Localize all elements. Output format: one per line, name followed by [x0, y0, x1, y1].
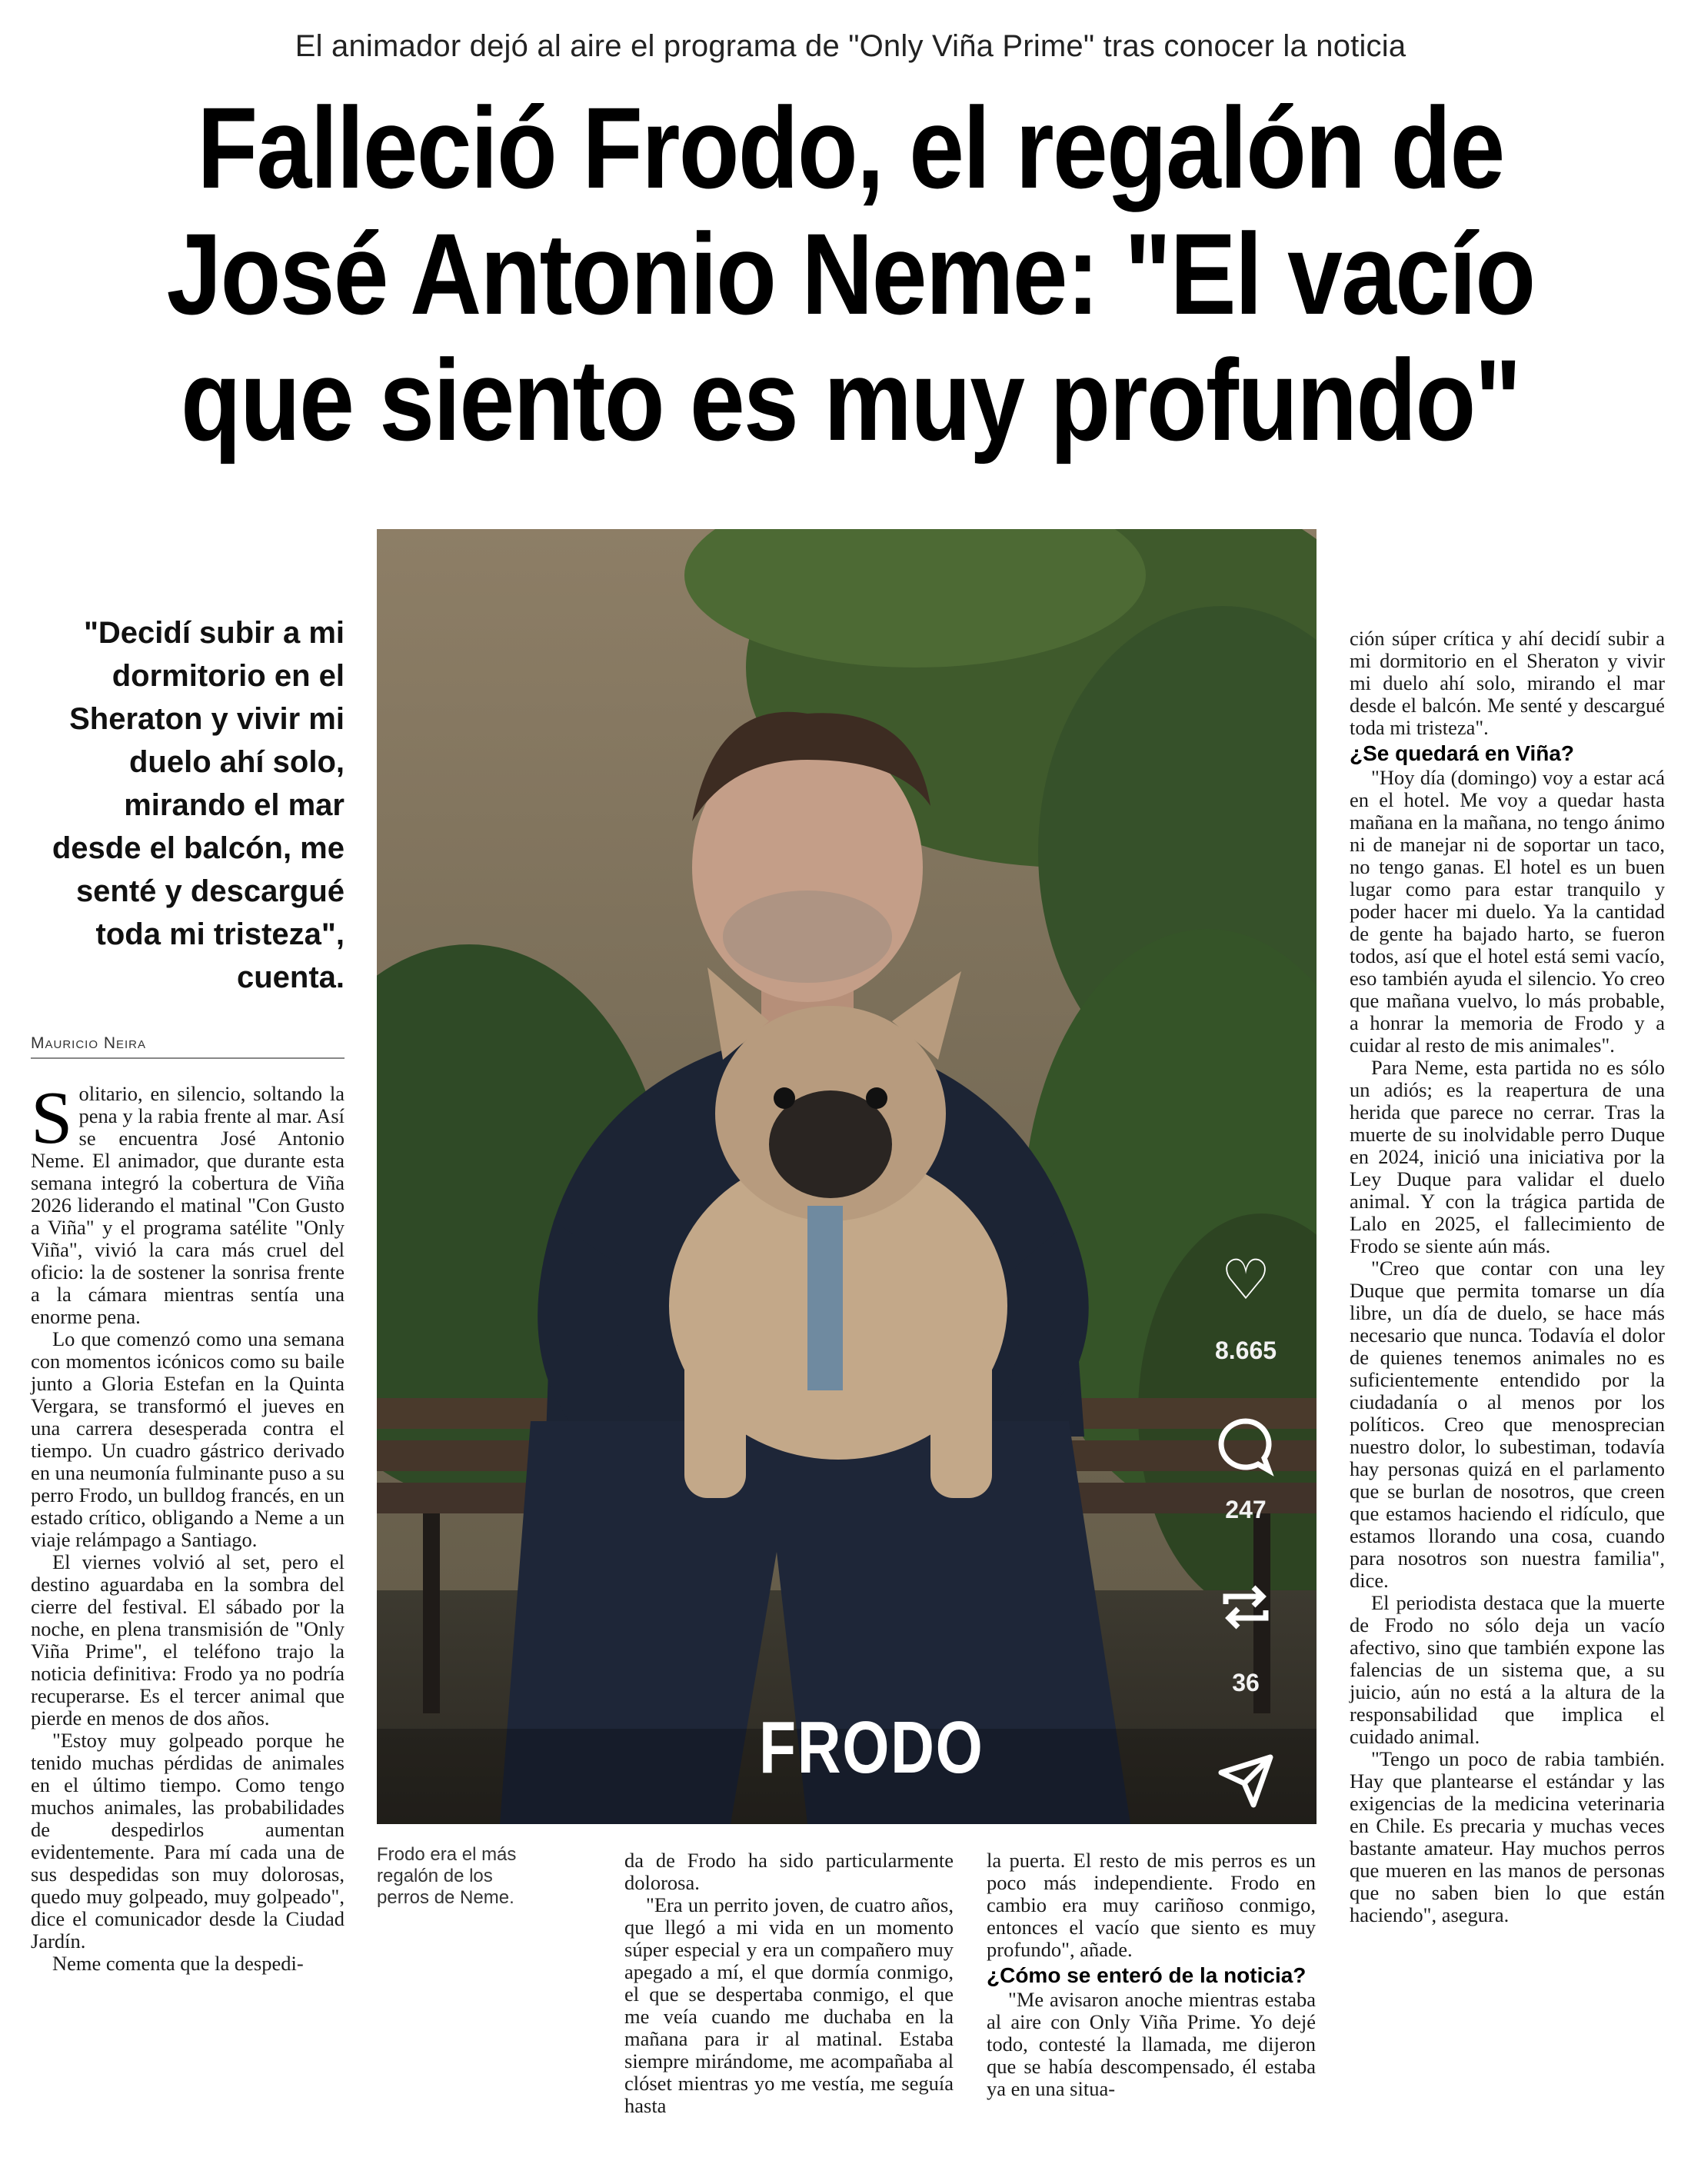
repost-icon[interactable]: [1207, 1576, 1284, 1642]
article-column-3: [987, 1849, 1316, 2100]
paragraph: "Creo que contar con una ley Duque que permita tomarse un día libre, un día de duelo, se hace más necesario que nunca. Todavía el dolor de quienes tenemos animales no es suficientemente entendido por la ciudadanía o al menos por los políticos. Creo que menosprecian nuestro dolor, lo subestiman, todavía hay personas quizá en el parlamento que se burlan de nosotros, que creen que estamos haciendo el ridículo, que estamos llorando una cosa, cuando para nosotros son nuestra familia", dice.: [1350, 1257, 1665, 1592]
share-icon[interactable]: [1207, 1750, 1284, 1815]
paragraph: "Hoy día (domingo) voy a estar acá en el hotel. Me voy a quedar hasta mañana en la mañana, no tengo ánimo ni de manejar ni de soportar un taco, no tengo ganas. El hotel es un buen lugar como para estar tranquilo y poder hacer mi duelo. Ya la cantidad de gente ha bajado harto, se fueron todos, así que el hotel está semi vacío, eso también ayuda el silencio. Yo creo que mañana vuelvo, lo más probable, a honrar la memoria de Frodo y a cuidar al resto de mis animales".: [1350, 766, 1665, 1057]
paragraph: "Estoy muy golpeado porque he tenido muchas pérdidas de animales en el último tiempo. Como tengo muchos animales, las probabilidades de despedirlos aumentan evidentemente. Para mí cada una de sus despedidas son muy dolorosas, quedo muy golpeado, muy golpeado", dice el comunicador desde la Ciudad Jardín.: [31, 1729, 345, 1953]
paragraph: "Era un perrito joven, de cuatro años, que llegó a mi vida en un momento súper especial y era un compañero muy apegado a mí, el que dormía conmigo, el que se despertaba conmigo, el que me veía cuando me duchaba en la mañana para ir al matinal. Estaba siempre mirándome, me acompañaba al clóset mientras yo me vestía, me seguía hasta: [624, 1893, 954, 2117]
subheading: ¿Cómo se enteró de la noticia?: [987, 1963, 1307, 1987]
likes-count: 8.665: [1214, 1337, 1277, 1364]
article-photo: [377, 529, 1317, 1824]
byline: Mauricio Neira: [31, 1034, 345, 1059]
photo-illustration: [377, 529, 1317, 1824]
paragraph: Lo que comenzó como una semana con momentos icónicos como su baile junto a Gloria Estefan en la Quinta Vergara, se transformó el jueves en una carrera desesperada contra el tiempo. Un cuadro gástrico derivado en una neumonía fulminante puso a su perro Frodo, un bulldog francés, en un estado crítico, obligando a Neme a un viaje relámpago a Santiago.: [31, 1327, 345, 1551]
paragraph: Para Neme, esta partida no es sólo un adiós; es la reapertura de una herida que parece no cerrar. Tras la muerte de su inolvidable perro Duque en 2024, inició una iniciativa por la Ley Duque para validar el duelo animal. Y con la trágica partida de Lalo en 2025, el fallecimiento de Frodo se siente aún más.: [1350, 1056, 1665, 1257]
photo-name-label: FRODO: [759, 1706, 984, 1789]
heart-icon[interactable]: ♡: [1220, 1250, 1271, 1311]
comment-icon[interactable]: [1207, 1415, 1284, 1480]
paragraph: "Tengo un poco de rabia también. Hay que plantearse el estándar y las exigencias de la medicina veterinaria en Chile. Es precaria y muchas veces bastante amateur. Hay muchos perros que mueren en las manos de personas que no saben bien lo que están haciendo", asegura.: [1350, 1747, 1665, 1926]
subheading: ¿Se quedará en Viña?: [1350, 741, 1575, 765]
article-column-4: [1350, 628, 1665, 1926]
pull-quote: "Decidí subir a mi dormitorio en el Sheraton y vivir mi duelo ahí solo, mirando el mar desde el balcón, me senté y descargué toda mi tristeza", cuenta.: [52, 616, 345, 994]
paragraph: El viernes volvió al set, pero el destino aguardaba en la sombra del cierre del festival. El sábado por la noche, en plena transmisión de "Only Viña Prime", el teléfono trajo la noticia definitiva: Frodo ya no podría recuperarse. Es el tercer animal que pierde en menos de dos años.: [31, 1550, 345, 1730]
lead-paragraph: [31, 1077, 345, 1328]
article-column-2: [624, 1849, 954, 2117]
drop-cap: S: [31, 1077, 73, 1160]
paragraph: ción súper crítica y ahí decidí subir a mi dormitorio en el Sheraton y vivir mi duelo ahí solo, mirando el mar desde el balcón. Me senté y descargué toda mi tristeza".: [1350, 627, 1665, 739]
lead-text: olitario, en silencio, soltando la pena y la rabia frente al mar. Así se encuentra José Antonio Neme. El animador, que durante esta semana integró la cobertura de Viña 2026 liderando el matinal "Con Gusto a Viña" y el programa satélite "Only Viña", vivió la cara más cruel del oficio: la de sostener la sonrisa frente a la cámara mientras sentía una enorme pena.: [31, 1082, 345, 1328]
paragraph: "Me avisaron anoche mientras estaba al aire con Only Viña Prime. Yo dejé todo, contesté la llamada, me dijeron que se había descompensado, él estaba ya en una situa-: [987, 1988, 1316, 2100]
article-column-1: [31, 1077, 345, 1975]
paragraph: El periodista destaca que la muerte de Frodo no sólo deja un vacío afectivo, sino que también expone las falencias de un sistema que, a su juicio, aún no está a la altura de la responsabilidad que implica el cuidado animal.: [1350, 1591, 1665, 1748]
article-headline: Falleció Frodo, el regalón de José Antonio Neme: "El vacío que siento es muy profundo": [166, 83, 1535, 464]
paragraph: la puerta. El resto de mis perros es un poco más independiente. Frodo en cambio era muy cariñoso conmigo, entonces el vacío que siento es muy profundo", añade.: [987, 1849, 1316, 1961]
paragraph: Neme comenta que la despedi-: [52, 1952, 304, 1975]
reposts-count: 36: [1232, 1669, 1260, 1696]
article-kicker: El animador dejó al aire el programa de "Only Viña Prime" tras conocer la noticia: [295, 29, 1406, 63]
paragraph: da de Frodo ha sido particularmente dolorosa.: [624, 1849, 954, 1894]
photo-caption: Frodo era el más regalón de los perros de Neme.: [377, 1844, 517, 1908]
comments-count: 247: [1225, 1496, 1267, 1523]
